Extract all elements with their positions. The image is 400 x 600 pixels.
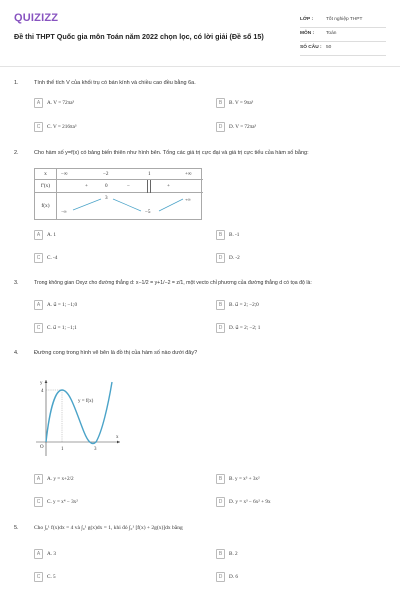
- row-label: x: [35, 169, 57, 179]
- x-tick-label: 3: [94, 447, 97, 452]
- question-text: Đường cong trong hình vẽ bên là đồ thị của hàm số nào dưới đây?: [34, 350, 198, 356]
- curve-label: y = f(x): [78, 399, 94, 404]
- option-d[interactable]: [216, 572, 366, 583]
- option-letter-box[interactable]: B: [216, 98, 225, 108]
- option-text: B. y = x³ + 3x²: [229, 476, 260, 482]
- f-value: 3: [105, 195, 108, 201]
- option-text: D. V = 72πa³: [229, 124, 257, 130]
- option-text: C. y = x⁴ − 3x²: [47, 499, 78, 505]
- q2-option-a[interactable]: [34, 230, 184, 241]
- q2-option-b[interactable]: [216, 230, 366, 241]
- option-a[interactable]: [34, 300, 184, 311]
- question-text: Cho hàm số y=f(x) có bảng biến thiên như hình bên. Tổng các giá trị cực đại và giá trị cực tiểu của hàm số bằng:: [34, 150, 309, 156]
- option-letter-box[interactable]: A: [34, 549, 43, 559]
- option-c[interactable]: [34, 122, 184, 133]
- option-letter-box[interactable]: A: [34, 98, 43, 108]
- x-value: 1: [148, 171, 151, 177]
- meta-row-count: [300, 42, 386, 56]
- origin-label: O: [40, 445, 44, 450]
- document-header: [14, 12, 386, 64]
- meta-key: SỐ CÂU :: [300, 45, 322, 50]
- option-c[interactable]: [34, 323, 184, 334]
- option-letter-box[interactable]: C: [34, 497, 43, 507]
- option-letter-box[interactable]: C: [34, 572, 43, 582]
- option-letter-box[interactable]: D: [216, 572, 225, 582]
- option-text: C. 5: [47, 574, 56, 580]
- x-value: −2: [103, 171, 109, 177]
- option-text: A. u⃗ = 1; −1;0: [47, 302, 78, 308]
- q2-option-d[interactable]: [216, 253, 366, 264]
- question-number: 1.: [14, 80, 19, 86]
- function-graph: [32, 376, 122, 458]
- table-row-f: [35, 193, 203, 220]
- sign: −: [127, 183, 130, 189]
- meta-key: MÔN :: [300, 31, 315, 36]
- q4-option-b[interactable]: [216, 474, 366, 485]
- table-divider: [147, 180, 148, 193]
- variation-table: [34, 168, 202, 220]
- f-value: +∞: [185, 197, 191, 202]
- meta-info: [300, 14, 386, 56]
- option-text: A. y = x+2/2: [47, 476, 74, 482]
- row-label: f'(x): [35, 180, 57, 192]
- meta-value: 50: [326, 45, 332, 50]
- q4-option-a[interactable]: [34, 474, 184, 485]
- option-b[interactable]: [216, 300, 366, 311]
- variation-arrows: [35, 193, 203, 220]
- option-text: A. V = 72πa³: [47, 100, 75, 106]
- option-text: B. u⃗ = 2; −2;0: [229, 302, 259, 308]
- y-axis-label: y: [40, 381, 43, 386]
- meta-row-class: [300, 14, 386, 28]
- x-axis-arrow: [117, 441, 120, 444]
- option-text: B. 2: [229, 551, 238, 557]
- document-title: Đề thi THPT Quốc gia môn Toán năm 2022 chọn lọc, có lời giải (Đề số 15): [14, 32, 264, 41]
- question-number: 2.: [14, 150, 19, 156]
- question-text: Tính thể tích V của khối trụ có bán kính và chiều cao đều bằng 6a.: [34, 80, 196, 86]
- option-a[interactable]: [34, 98, 184, 109]
- option-letter-box[interactable]: D: [216, 323, 225, 333]
- sign: +: [85, 183, 88, 189]
- question-3: [14, 280, 386, 342]
- option-letter-box[interactable]: B: [216, 474, 225, 484]
- option-text: C. -4: [47, 255, 58, 261]
- meta-value: Tốt nghiệp THPT: [326, 17, 363, 22]
- question-1: [14, 80, 386, 140]
- option-letter-box[interactable]: A: [34, 474, 43, 484]
- option-text: A. 1: [47, 232, 56, 238]
- f-value: −∞: [61, 209, 67, 214]
- question-text: Cho ∫₀¹ f(x)dx = 4 và ∫₀¹ g(x)dx = 1, khi đó ∫₀¹ [f(x) + 2g(x)]dx bằng: [34, 525, 183, 531]
- option-letter-box[interactable]: D: [216, 497, 225, 507]
- option-c[interactable]: [34, 572, 184, 583]
- q4-option-d[interactable]: [216, 497, 366, 508]
- option-letter-box[interactable]: C: [34, 323, 43, 333]
- question-number: 3.: [14, 280, 19, 286]
- option-letter-box[interactable]: D: [216, 122, 225, 132]
- option-letter-box[interactable]: A: [34, 300, 43, 310]
- option-text: A. 3: [47, 551, 56, 557]
- option-letter-box[interactable]: D: [216, 253, 225, 263]
- meta-row-subject: [300, 28, 386, 42]
- option-a[interactable]: [34, 549, 184, 560]
- option-letter-box[interactable]: B: [216, 300, 225, 310]
- header-divider: [0, 66, 400, 67]
- option-text: D. y = x³ − 6x² + 9x: [229, 499, 271, 505]
- option-b[interactable]: [216, 98, 366, 109]
- option-text: B. V = 9πa³: [229, 100, 254, 106]
- y-axis-arrow: [45, 380, 48, 383]
- option-letter-box[interactable]: A: [34, 230, 43, 240]
- option-letter-box[interactable]: B: [216, 230, 225, 240]
- option-d[interactable]: [216, 122, 366, 133]
- function-curve: [46, 382, 112, 444]
- option-text: C. u⃗ = 1; −1;1: [47, 325, 77, 331]
- option-b[interactable]: [216, 549, 366, 560]
- q2-option-c[interactable]: [34, 253, 184, 264]
- f-value: −5: [145, 209, 151, 215]
- x-tick-label: 1: [61, 447, 64, 452]
- x-axis-label: x: [116, 435, 119, 440]
- meta-key: LỚP :: [300, 17, 314, 22]
- option-text: C. V = 216πa³: [47, 124, 77, 130]
- table-row-x: [35, 169, 203, 180]
- table-divider: [150, 180, 151, 193]
- option-text: D. -2: [229, 255, 240, 261]
- q4-option-c[interactable]: [34, 497, 184, 508]
- question-number: 4.: [14, 350, 19, 356]
- y-tick-label: 4: [41, 389, 44, 394]
- question-text: Trong không gian Oxyz cho đường thẳng d: x−1/2 = y+1/−2 = z/1, một vecto chỉ phương của đường thẳng d có tọa độ là:: [34, 280, 312, 286]
- x-value: −∞: [61, 171, 68, 177]
- sign: +: [167, 183, 170, 189]
- option-letter-box[interactable]: C: [34, 122, 43, 132]
- table-row-fprime: [35, 180, 203, 193]
- option-d[interactable]: [216, 323, 366, 334]
- row-label: f(x): [35, 193, 57, 220]
- option-letter-box[interactable]: C: [34, 253, 43, 263]
- option-text: B. -1: [229, 232, 240, 238]
- meta-value: Toán: [326, 31, 337, 36]
- x-value: +∞: [185, 171, 192, 177]
- option-letter-box[interactable]: B: [216, 549, 225, 559]
- sign: 0: [105, 183, 108, 189]
- question-5: [14, 525, 386, 589]
- option-text: D. 6: [229, 574, 238, 580]
- quizizz-logo: QUIZIZZ: [14, 12, 59, 24]
- question-number: 5.: [14, 525, 19, 531]
- option-text: D. u⃗ = 2; −2; 1: [229, 325, 261, 331]
